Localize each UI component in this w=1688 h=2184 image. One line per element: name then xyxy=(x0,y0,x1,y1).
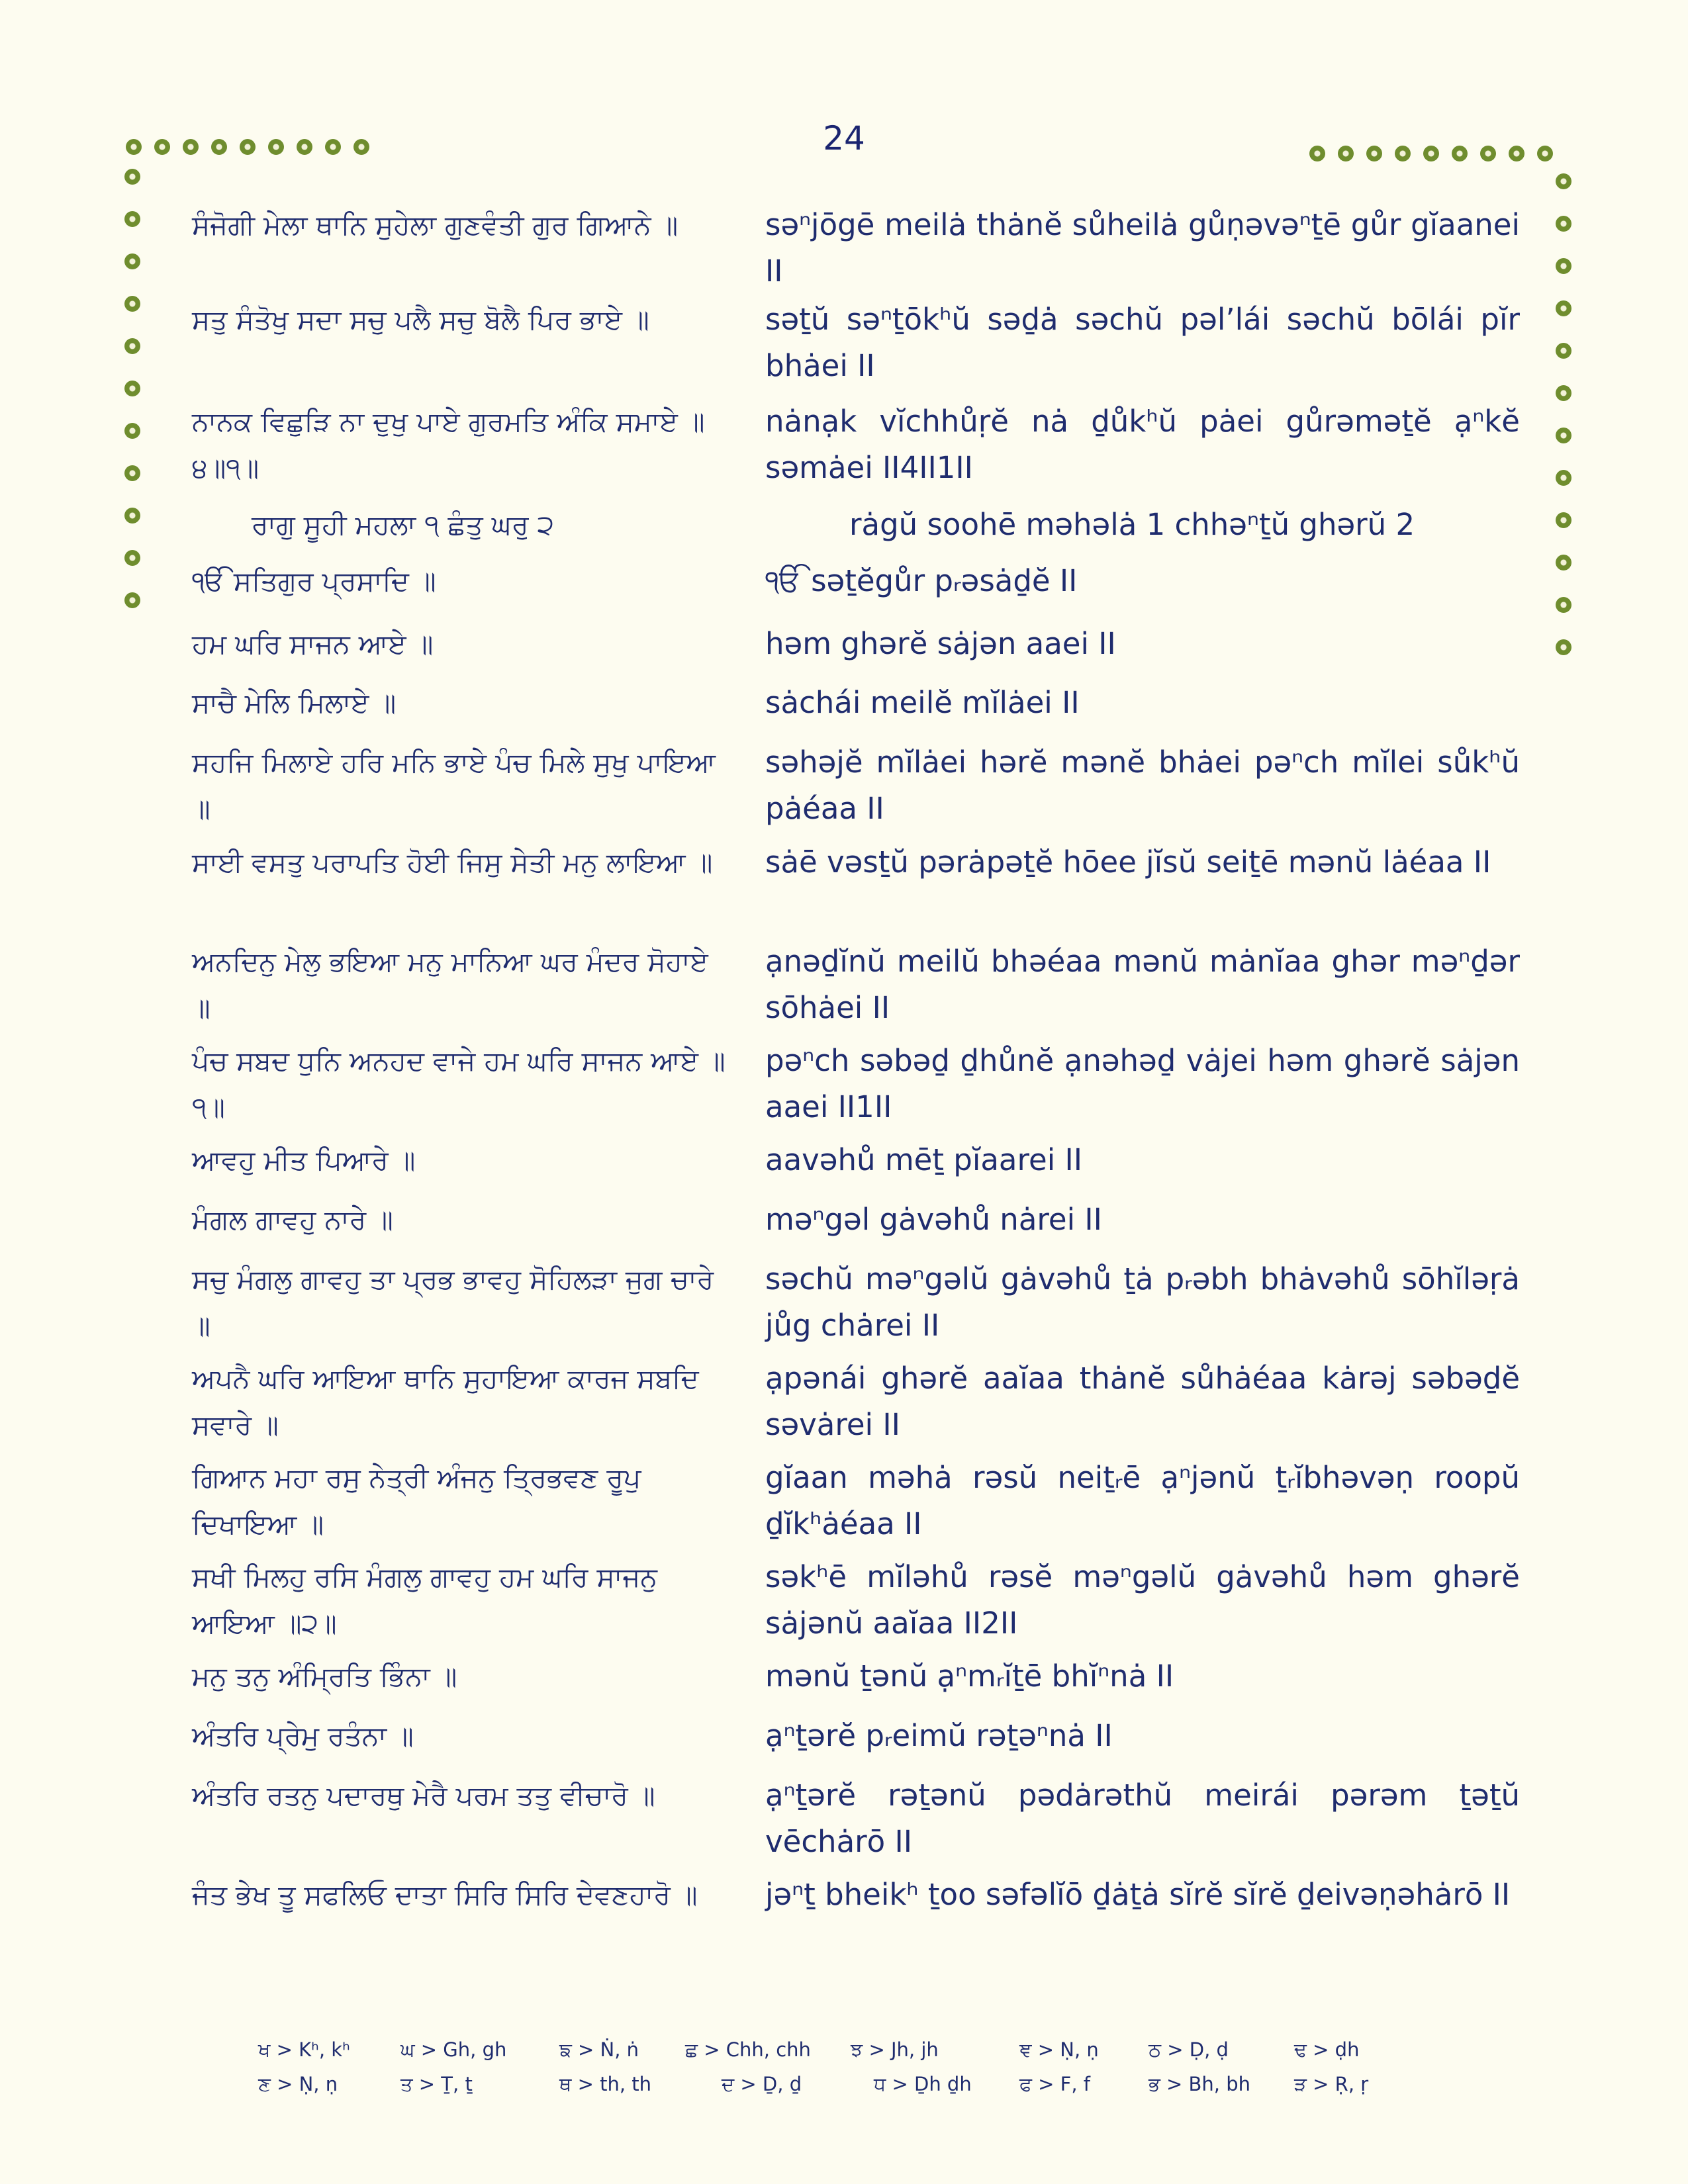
flower-ornament-icon xyxy=(124,211,140,227)
legend-entry: ਧ > Ḏh ḏh xyxy=(874,2073,972,2095)
legend-entry: ਘ > Gh, gh xyxy=(400,2038,507,2061)
gurmukhi-text: ਅਪਨੈ ਘਰਿ ਆਇਆ ਥਾਨਿ ਸੁਹਾਇਆ ਕਾਰਜ ਸਬਦਿ ਸਵਾਰੇ ॥ xyxy=(192,1363,699,1441)
transliteration-text: səⁿjōgē meilȧ thȧnĕ sůheilȧ gůṇəvəⁿṯē gůr gĭaanei II xyxy=(765,207,1520,289)
flower-ornament-icon xyxy=(1556,173,1571,189)
gurmukhi-text: ਸਖੀ ਮਿਲਹੁ ਰਸਿ ਮੰਗਲੁ ਗਾਵਹੁ ਹਮ ਘਰਿ ਸਾਜਨੁ ਆਇਆ ॥੨॥ xyxy=(192,1561,657,1639)
flower-ornament-icon xyxy=(1366,146,1382,161)
legend-entry: ਙ > Ṅ, ṅ xyxy=(559,2038,639,2061)
gurmukhi-text: ਮਨੁ ਤਨੁ ਅੰਮ੍ਰਿਤਿ ਭਿੰਨਾ ॥ xyxy=(192,1661,457,1692)
gurmukhi-text: ਗਿਆਨ ਮਹਾ ਰਸੁ ਨੇਤ੍ਰੀ ਅੰਜਨੁ ਤ੍ਰਿਭਵਣ ਰੂਪੁ ਦਿਖਾਇਆ ॥ xyxy=(192,1462,641,1540)
gurmukhi-text: ਸਹਜਿ ਮਿਲਾਏ ਹਰਿ ਮਨਿ ਭਾਏ ਪੰਚ ਮਿਲੇ ਸੁਖੁ ਪਾਇਆ ॥ xyxy=(192,747,716,825)
gurmukhi-text: ਪੰਚ ਸਬਦ ਧੁਨਿ ਅਨਹਦ ਵਾਜੇ ਹਮ ਘਰਿ ਸਾਜਨ ਆਏ ॥੧॥ xyxy=(192,1045,726,1123)
transliteration-text: səhəjĕ mĭlȧei hərĕ mənĕ bhȧei pəⁿch mĭlei sůkʰŭ pȧéaa II xyxy=(765,745,1520,826)
flower-ornament-icon xyxy=(124,253,140,269)
flower-ornament-icon xyxy=(1556,300,1571,316)
flower-ornament-icon xyxy=(124,550,140,566)
legend-entry: ਥ > th, th xyxy=(559,2073,652,2095)
flower-ornament-icon xyxy=(124,169,140,185)
legend-entry: ਖ > Kʰ, kʰ xyxy=(258,2038,350,2061)
gurmukhi-text: ਸਾਈ ਵਸਤੁ ਪਰਾਪਤਿ ਹੋਈ ਜਿਸੁ ਸੇਤੀ ਮਨੁ ਲਾਇਆ ॥ xyxy=(192,846,713,878)
legend-entry: ਠ > Ḍ, ḍ xyxy=(1149,2038,1229,2061)
flower-ornament-icon xyxy=(1556,512,1571,528)
flower-ornament-icon xyxy=(1509,146,1524,161)
transliteration-text: səkʰē mĭləhů rəsĕ məⁿgəlŭ gȧvəhů həm ghərĕ sȧjənŭ aaĭaa II2II xyxy=(765,1559,1520,1641)
transliteration-text: gĭaan məhȧ rəsŭ neiṯᵣē ạⁿjənŭ ṯᵣĭbhəvəṇ roopŭ ḏĭkʰȧéaa II xyxy=(765,1460,1520,1541)
gurmukhi-text: ੴ ਸਤਿਗੁਰ ਪ੍ਰਸਾਦਿ ॥ xyxy=(192,565,436,597)
legend-entry: ਢ > ḍh xyxy=(1294,2038,1360,2061)
gurmukhi-text: ਅਨਦਿਨੁ ਮੇਲੁ ਭਇਆ ਮਨੁ ਮਾਨਿਆ ਘਰ ਮੰਦਰ ਸੋਹਾਏ ॥ xyxy=(192,946,708,1024)
flower-ornament-icon xyxy=(1338,146,1354,161)
gurmukhi-text: ਸੰਜੋਗੀ ਮੇਲਾ ਥਾਨਿ ਸੁਹੇਲਾ ਗੁਣਵੰਤੀ ਗੁਰ ਗਿਆਨੇ ॥ xyxy=(192,209,679,241)
flower-ornament-icon xyxy=(1556,385,1571,401)
gurmukhi-text: ਸਾਚੈ ਮੇਲਿ ਮਿਲਾਏ ॥ xyxy=(192,687,397,719)
gurmukhi-text: ਅੰਤਰਿ ਰਤਨੁ ਪਦਾਰਥੁ ਮੇਰੈ ਪਰਮ ਤਤੁ ਵੀਚਾਰੋ ॥ xyxy=(192,1780,655,1811)
flower-ornament-icon xyxy=(1556,343,1571,359)
flower-ornament-icon xyxy=(1556,428,1571,443)
legend-entry: ਝ > Jh, jh xyxy=(851,2038,939,2061)
flower-ornament-icon xyxy=(183,139,199,155)
flower-ornament-icon xyxy=(1556,470,1571,486)
transliteration-text: aavəhů mēṯ pĭaarei II xyxy=(765,1142,1083,1177)
transliteration-text: ạpənái ghərĕ aaĭaa thȧnĕ sůhȧéaa kȧrəj səbəḏĕ səvȧrei II xyxy=(765,1361,1520,1442)
legend-row xyxy=(258,2038,1450,2071)
flower-ornament-icon xyxy=(1452,146,1468,161)
flower-ornament-icon xyxy=(124,508,140,523)
transliteration-text: ੴ səṯĕgůr pᵣəsȧḏĕ II xyxy=(765,563,1078,598)
flower-ornament-icon xyxy=(154,139,170,155)
legend-entry: ਤ > Ṯ, ṯ xyxy=(400,2073,473,2095)
transliteration-text: həm ghərĕ sȧjən aaei II xyxy=(765,626,1116,661)
legend-entry: ਛ > Chh, chh xyxy=(685,2038,811,2061)
page-number: 24 xyxy=(823,119,865,158)
gurmukhi-text: ਆਵਹੁ ਮੀਤ ਪਿਆਰੇ ॥ xyxy=(192,1144,416,1176)
flower-ornament-icon xyxy=(268,139,284,155)
transliteration-text: ạⁿṯərĕ pᵣeimŭ rəṯəⁿnȧ II xyxy=(765,1718,1113,1753)
flower-ornament-icon xyxy=(325,139,341,155)
gurmukhi-text: ਅੰਤਰਿ ਪ੍ਰੇਮੁ ਰਤੰਨਾ ॥ xyxy=(192,1720,414,1752)
transliteration-text: səchŭ məⁿgəlŭ gȧvəhů ṯȧ pᵣəbh bhȧvəhů sōhĭləṛȧ jůg chȧrei II xyxy=(765,1261,1520,1343)
flower-ornament-icon xyxy=(297,139,312,155)
flower-ornament-icon xyxy=(1556,258,1571,274)
transliteration-text: pəⁿch səbəḏ ḏhůnĕ ạnəhəḏ vȧjei həm ghərĕ sȧjən aaei II1II xyxy=(765,1043,1520,1124)
flower-ornament-icon xyxy=(126,139,142,155)
transliteration-text: jəⁿṯ bheikʰ ṯoo səfəlĭō ḏȧṯȧ sĭrĕ sĭrĕ ḏeivəṇəhȧrō II xyxy=(765,1877,1511,1912)
transliteration-text: ạⁿṯərĕ rəṯənŭ pədȧrəthŭ meirái pərəm ṯəṯŭ vēchȧrō II xyxy=(765,1778,1520,1859)
flower-ornament-icon xyxy=(124,465,140,481)
flower-ornament-icon xyxy=(124,423,140,439)
gurmukhi-text: ਸਚੁ ਮੰਗਲੁ ਗਾਵਹੁ ਤਾ ਪ੍ਰਭ ਭਾਵਹੁ ਸੋਹਿਲੜਾ ਜੁਗ ਚਾਰੇ ॥ xyxy=(192,1263,714,1342)
legend-entry: ਣ > Ṇ, ṇ xyxy=(258,2073,338,2095)
flower-ornament-icon xyxy=(1309,146,1325,161)
flower-ornament-icon xyxy=(1537,146,1553,161)
legend-entry: ਫ > F, f xyxy=(1019,2073,1090,2095)
transliteration-text: mənŭ ṯənŭ ạⁿmᵣĭṯē bhĭⁿnȧ II xyxy=(765,1659,1174,1694)
transliteration-text: nȧnạk vĭchhůṛĕ nȧ ḏůkʰŭ pȧei gůrəməṯĕ ạⁿkĕ səmȧei II4II1II xyxy=(765,404,1520,485)
gurmukhi-text: ਹਮ ਘਰਿ ਸਾਜਨ ਆਏ ॥ xyxy=(192,628,434,660)
flower-ornament-icon xyxy=(353,139,369,155)
legend-entry: ਦ > Ḏ, ḏ xyxy=(722,2073,802,2095)
transliteration-text: məⁿgəl gȧvəhů nȧrei II xyxy=(765,1202,1102,1237)
gurmukhi-text: ਰਾਗੁ ਸੂਹੀ ਮਹਲਾ ੧ ਛੰਤੁ ਘਰੁ ੨ xyxy=(252,509,555,541)
flower-ornament-icon xyxy=(124,381,140,396)
gurmukhi-text: ਸਤੁ ਸੰਤੋਖੁ ਸਦਾ ਸਚੁ ਪਲੈ ਸਚੁ ਬੋਲੈ ਪਿਰ ਭਾਏ ॥ xyxy=(192,304,649,336)
legend-row xyxy=(258,2073,1450,2106)
transliteration-text: sȧē vəsṯŭ pərȧpəṯĕ hōee jĭsŭ seiṯē mənŭ lȧéaa II xyxy=(765,844,1491,880)
flower-ornament-icon xyxy=(1423,146,1439,161)
transliteration-text: rȧgŭ soohē məhəlȧ 1 chhəⁿṯŭ ghərŭ 2 xyxy=(849,507,1415,542)
flower-ornament-icon xyxy=(124,592,140,608)
flower-ornament-icon xyxy=(124,296,140,312)
gurmukhi-text: ਨਾਨਕ ਵਿਛੁੜਿ ਨਾ ਦੁਖੁ ਪਾਏ ਗੁਰਮਤਿ ਅੰਕਿ ਸਮਾਏ ॥੪॥੧॥ xyxy=(192,406,705,484)
legend-entry: ੜ > Ṛ, ṛ xyxy=(1294,2073,1369,2095)
transliteration-text: ạnəḏĭnŭ meilŭ bhəéaa mənŭ mȧnĭaa ghər məⁿḏər sōhȧei II xyxy=(765,944,1520,1025)
flower-ornament-icon xyxy=(1556,639,1571,655)
flower-ornament-icon xyxy=(240,139,256,155)
gurmukhi-text: ਜੰਤ ਭੇਖ ਤੂ ਸਫਲਿਓ ਦਾਤਾ ਸਿਰਿ ਸਿਰਿ ਦੇਵਣਹਾਰੋ ॥ xyxy=(192,1879,698,1911)
legend-entry: ਞ > Ṇ, ṇ xyxy=(1019,2038,1099,2061)
transliteration-text: səṯŭ səⁿṯōkʰŭ səḏȧ səchŭ pəl’lái səchŭ bōlái pĭr bhȧei II xyxy=(765,302,1520,383)
flower-ornament-icon xyxy=(211,139,227,155)
flower-ornament-icon xyxy=(1480,146,1496,161)
flower-ornament-icon xyxy=(1556,597,1571,613)
transliteration-text: sȧchái meilĕ mĭlȧei II xyxy=(765,685,1080,720)
flower-ornament-icon xyxy=(124,338,140,354)
gurmukhi-text: ਮੰਗਲ ਗਾਵਹੁ ਨਾਰੇ ॥ xyxy=(192,1204,393,1236)
legend-entry: ਭ > Bh, bh xyxy=(1149,2073,1251,2095)
flower-ornament-icon xyxy=(1556,216,1571,232)
flower-ornament-icon xyxy=(1556,555,1571,570)
flower-ornament-icon xyxy=(1395,146,1411,161)
